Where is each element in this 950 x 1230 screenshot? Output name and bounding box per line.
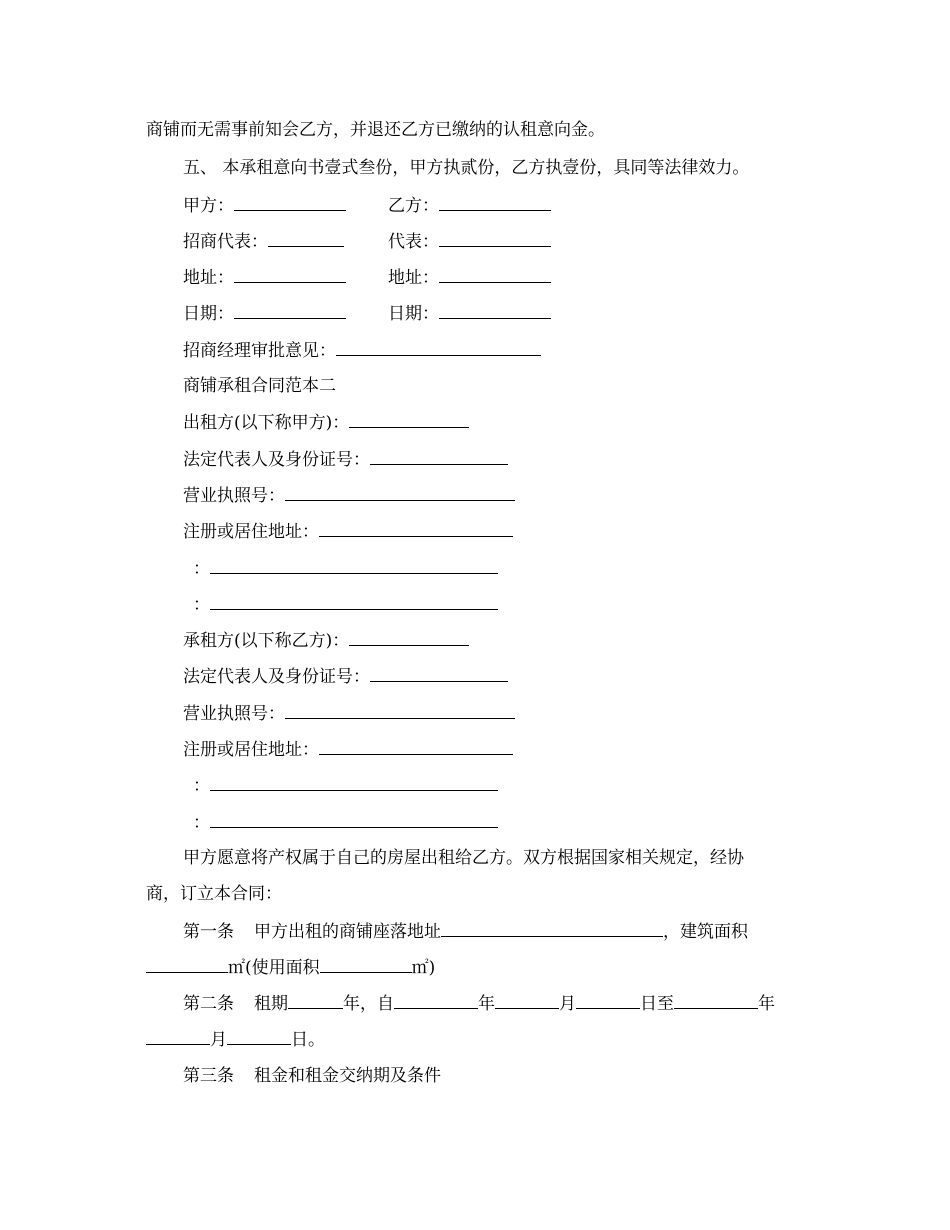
template-title-text: 商铺承租合同范本二 xyxy=(183,376,336,396)
article-3-text: 租金和租金交纳期及条件 xyxy=(254,1066,441,1086)
usable-area-blank[interactable] xyxy=(320,955,412,973)
article-1-text: 甲方出租的商铺座落地址 xyxy=(254,922,441,942)
month-label-2: 月 xyxy=(210,1030,227,1050)
article-3-title: 第三条 xyxy=(183,1066,234,1086)
lessor-address-row xyxy=(183,519,513,544)
approval-row xyxy=(183,338,541,363)
shop-address-blank[interactable] xyxy=(441,919,663,937)
article-2-line-1 xyxy=(183,991,775,1016)
lessor-address-label: 注册或居住地址： xyxy=(183,522,319,542)
year-label-1: 年，自 xyxy=(343,994,394,1014)
addr-a-row xyxy=(183,265,346,290)
lessor-name-row xyxy=(183,410,469,435)
lessor-legal-rep-blank[interactable] xyxy=(370,447,508,465)
paragraph-deposit-refund xyxy=(146,118,605,142)
lessee-name-blank[interactable] xyxy=(349,628,469,646)
lessee-name-label: 承租方(以下称乙方)： xyxy=(183,631,350,651)
addr-b-row xyxy=(388,265,551,290)
article-2-line-2 xyxy=(146,1027,325,1052)
day-label-2: 日。 xyxy=(291,1030,325,1050)
addr-b-label: 地址： xyxy=(388,268,439,288)
year-label-3: 年 xyxy=(758,994,775,1014)
area-unit-2: ㎡) xyxy=(411,958,436,978)
paragraph-copies xyxy=(183,156,749,180)
party-b-blank[interactable] xyxy=(439,193,551,211)
party-a-row xyxy=(183,193,346,218)
paragraph-text: 五、 本承租意向书壹式叁份，甲方执贰份，乙方执壹份，具同等法律效力。 xyxy=(183,158,750,178)
end-month-blank[interactable] xyxy=(146,1027,210,1045)
lessee-extra2-row xyxy=(193,810,498,835)
date-b-row xyxy=(388,301,551,326)
start-month-blank[interactable] xyxy=(495,991,559,1009)
date-a-blank[interactable] xyxy=(234,301,346,319)
addr-a-blank[interactable] xyxy=(234,265,346,283)
lessor-license-blank[interactable] xyxy=(285,483,515,501)
date-b-label: 日期： xyxy=(388,304,439,324)
addr-a-label: 地址： xyxy=(183,268,234,288)
lessee-legal-rep-blank[interactable] xyxy=(370,664,508,682)
article-3-line xyxy=(183,1064,441,1088)
addr-b-blank[interactable] xyxy=(439,265,551,283)
article-2-title: 第二条 xyxy=(183,994,234,1014)
lessee-address-blank[interactable] xyxy=(319,737,513,755)
article-1-line-2 xyxy=(146,955,435,980)
lessor-address-blank[interactable] xyxy=(319,519,513,537)
lessor-name-label: 出租方(以下称甲方)： xyxy=(183,413,350,433)
lessor-name-blank[interactable] xyxy=(349,410,469,428)
lessor-legal-rep-label: 法定代表人及身份证号： xyxy=(183,450,370,470)
article-1-text-b: ，建筑面积 xyxy=(663,922,748,942)
lessor-license-row xyxy=(183,483,515,508)
start-year-blank[interactable] xyxy=(394,991,478,1009)
lessee-extra1-blank[interactable] xyxy=(210,773,498,791)
approval-label: 招商经理审批意见： xyxy=(183,341,336,361)
lessor-extra1-blank[interactable] xyxy=(210,556,498,574)
lessee-extra1-label: ： xyxy=(193,776,210,796)
lessee-address-row xyxy=(183,737,513,762)
lessee-address-label: 注册或居住地址： xyxy=(183,740,319,760)
rep-a-label: 招商代表： xyxy=(183,232,268,252)
date-b-blank[interactable] xyxy=(439,301,551,319)
lessee-extra1-row xyxy=(193,773,498,798)
rep-b-label: 代表： xyxy=(388,232,439,252)
start-day-blank[interactable] xyxy=(576,991,640,1009)
end-day-blank[interactable] xyxy=(227,1027,291,1045)
intro-text: 商，订立本合同： xyxy=(146,884,282,904)
article-1-title: 第一条 xyxy=(183,922,234,942)
lessor-extra2-blank[interactable] xyxy=(210,592,498,610)
article-1-line-1 xyxy=(183,919,748,944)
lessee-extra2-blank[interactable] xyxy=(210,810,498,828)
intro-text: 甲方愿意将产权属于自己的房屋出租给乙方。双方根据国家相关规定，经协 xyxy=(183,848,744,868)
lessor-extra1-row xyxy=(193,556,498,581)
intro-line-2 xyxy=(146,882,282,906)
template-title xyxy=(183,374,336,398)
approval-blank[interactable] xyxy=(336,338,541,356)
lessee-license-row xyxy=(183,701,515,726)
rep-a-row xyxy=(183,229,344,254)
lessor-extra1-label: ： xyxy=(193,559,210,579)
party-b-label: 乙方： xyxy=(388,196,439,216)
building-area-blank[interactable] xyxy=(146,955,228,973)
intro-line-1 xyxy=(183,846,744,870)
lessee-legal-rep-label: 法定代表人及身份证号： xyxy=(183,667,370,687)
article-2-text: 租期 xyxy=(254,994,288,1014)
day-label-1: 日至 xyxy=(640,994,674,1014)
month-label-1: 月 xyxy=(559,994,576,1014)
party-a-label: 甲方： xyxy=(183,196,234,216)
lessee-extra2-label: ： xyxy=(193,813,210,833)
lessee-legal-rep-row xyxy=(183,664,508,689)
lessee-name-row xyxy=(183,628,469,653)
lease-years-blank[interactable] xyxy=(288,991,343,1009)
date-a-label: 日期： xyxy=(183,304,234,324)
party-b-row xyxy=(388,193,551,218)
lessee-license-blank[interactable] xyxy=(285,701,515,719)
lessor-extra2-row xyxy=(193,592,498,617)
lessee-license-label: 营业执照号： xyxy=(183,704,285,724)
rep-b-row xyxy=(388,229,551,254)
date-a-row xyxy=(183,301,346,326)
lessor-legal-rep-row xyxy=(183,447,508,472)
paragraph-text: 商铺而无需事前知会乙方，并退还乙方已缴纳的认租意向金。 xyxy=(146,120,605,140)
lessor-extra2-label: ： xyxy=(193,595,210,615)
rep-a-blank[interactable] xyxy=(268,229,344,247)
rep-b-blank[interactable] xyxy=(439,229,551,247)
year-label-2: 年 xyxy=(478,994,495,1014)
end-year-blank[interactable] xyxy=(674,991,758,1009)
lessor-license-label: 营业执照号： xyxy=(183,486,285,506)
area-unit-1: ㎡(使用面积 xyxy=(228,958,320,978)
party-a-blank[interactable] xyxy=(234,193,346,211)
